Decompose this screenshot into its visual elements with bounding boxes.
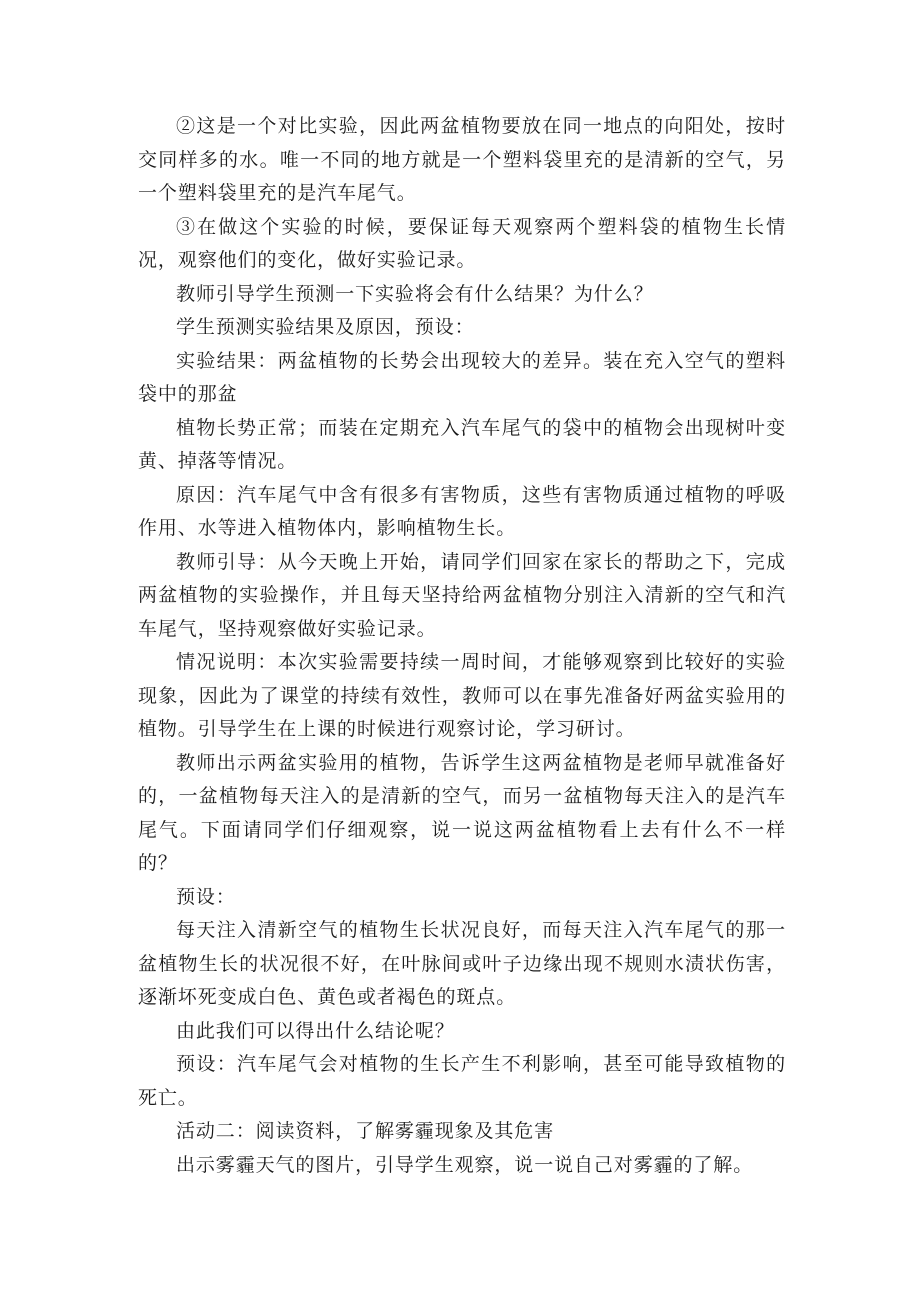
- paragraph-conclusion-question: 由此我们可以得出什么结论呢？: [176, 1019, 455, 1042]
- paragraph-teacher-demonstration: 教师出示两盆实验用的植物，告诉学生这两盆植物是老师早就准备好的，一盆植物每天注入的是清新的空气，而另一盆植物每天注入的是汽车尾气。下面请同学们仔细观察，说一说这两盆植物看上去有什么不一样的？: [138, 751, 786, 874]
- paragraph-experiment-result: 实验结果：两盆植物的长势会出现较大的差异。装在充入空气的塑料袋中的那盆: [138, 349, 786, 405]
- paragraph-observation-outcome: 每天注入清新空气的植物生长状况良好，而每天注入汽车尾气的那一盆植物生长的状况很不好，在叶脉间或叶子边缘出现不规则水渍状伤害，逐渐坏死变成白色、黄色或者褐色的斑点。: [138, 919, 786, 1008]
- paragraph-activity-two-heading: 活动二：阅读资料，了解雾霾现象及其危害: [176, 1120, 555, 1142]
- paragraph-comparison-setup: ②这是一个对比实验，因此两盆植物要放在同一地点的向阳处，按时交同样多的水。唯一不同的地方就是一个塑料袋里充的是清新的空气，另一个塑料袋里充的是汽车尾气。: [138, 115, 786, 204]
- paragraph-teacher-guidance: 教师引导：从今天晚上开始，请同学们回家在家长的帮助之下，完成两盆植物的实验操作，并且每天坚持给两盆植物分别注入清新的空气和汽车尾气，坚持观察做好实验记录。: [138, 550, 786, 640]
- paragraph-daily-observation: ③在做这个实验的时候，要保证每天观察两个塑料袋的植物生长情况，观察他们的变化，做好实验记录。: [138, 215, 786, 271]
- document-body: [138, 110, 786, 1182]
- paragraph-teacher-prediction-prompt: 教师引导学生预测一下实验将会有什么结果？为什么？: [176, 282, 654, 305]
- paragraph-reason: 原因：汽车尾气中含有很多有害物质，这些有害物质通过植物的呼吸作用、水等进入植物体内，影响植物生长。: [138, 483, 786, 539]
- paragraph-preset-label: 预设：: [176, 885, 236, 908]
- paragraph-haze-images: 出示雾霾天气的图片，引导学生观察，说一说自己对雾霾的了解。: [176, 1153, 754, 1176]
- paragraph-situation-note: 情况说明：本次实验需要持续一周时间，才能够观察到比较好的实验现象，因此为了课堂的持续有效性，教师可以在事先准备好两盆实验用的植物。引导学生在上课的时候进行观察讨论，学习研讨。: [138, 651, 786, 740]
- paragraph-student-prediction: 学生预测实验结果及原因，预设：: [176, 316, 475, 338]
- paragraph-conclusion: 预设：汽车尾气会对植物的生长产生不利影响，甚至可能导致植物的死亡。: [138, 1053, 786, 1109]
- paragraph-result-continued: 植物长势正常；而装在定期充入汽车尾气的袋中的植物会出现树叶变黄、掉落等情况。: [138, 416, 786, 472]
